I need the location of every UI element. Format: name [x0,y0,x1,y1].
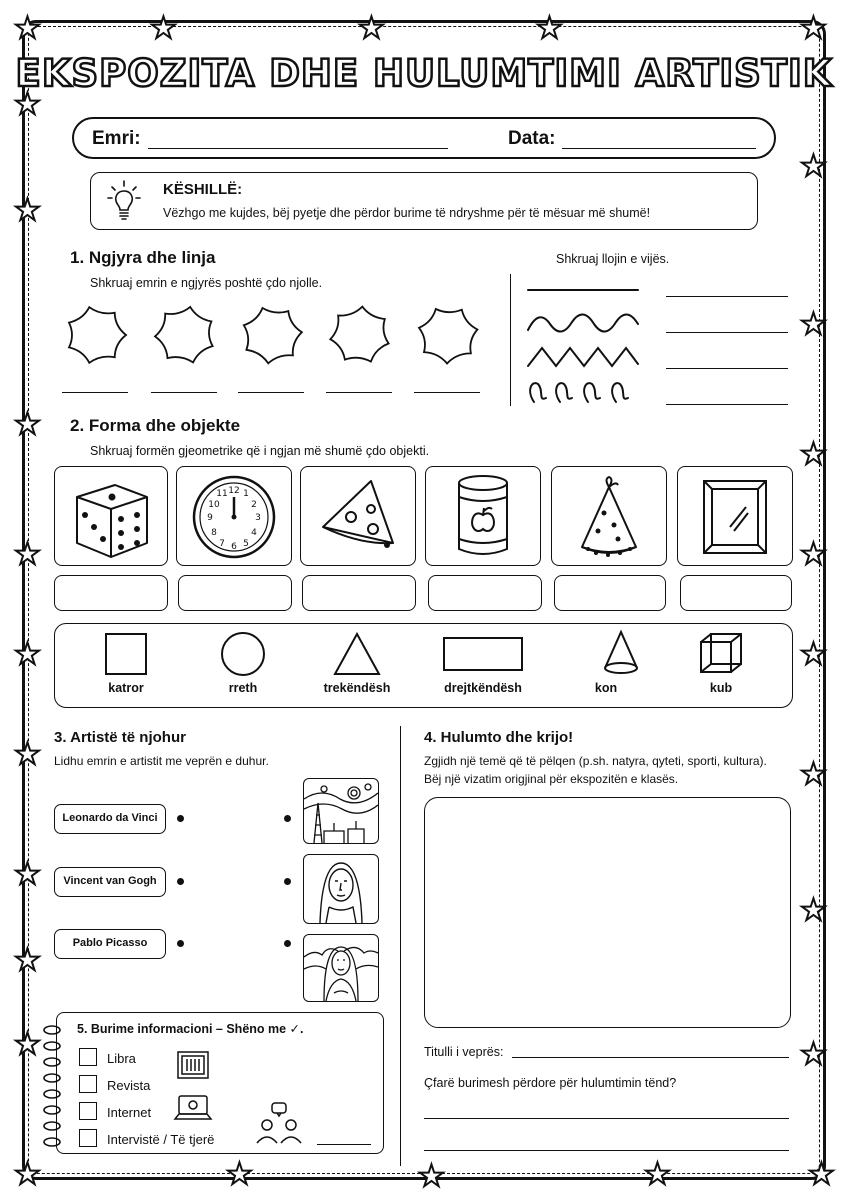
shape-label-cone: kon [594,681,618,695]
section2-title: 2. Forma dhe objekte [70,416,241,435]
object-card-can [425,466,541,566]
color-blot-icon [320,300,400,370]
star-icon: ★ [800,437,827,472]
line-answer-1[interactable] [666,296,788,297]
other-source-field[interactable] [317,1144,371,1145]
section2-instruction: Shkruaj formën gjeometrike që i ngjan më shumë çdo objekti. [90,444,430,458]
color-answer-line[interactable] [62,392,128,393]
triangle-icon [335,634,379,674]
svg-text:5: 5 [243,539,249,549]
sources-question: Çfarë burimesh përdore për hulumtimin tënd? [424,1076,677,1090]
line-answer-3[interactable] [666,368,788,369]
star-icon: ★ [800,1037,827,1072]
match-dot[interactable] [284,878,291,885]
tip-heading: KËSHILLË: [163,181,243,198]
star-icon: ★ [800,637,827,672]
star-icon: ★ [14,87,41,122]
star-icon: ★ [14,943,41,978]
tip-box [90,172,758,230]
dice-icon [55,467,167,565]
svg-text:4: 4 [251,528,257,538]
shape-label-cube: kub [709,681,733,695]
circle-icon [222,633,264,675]
star-icon: ★ [14,737,41,772]
sources-answer-line-1[interactable] [424,1118,789,1119]
artwork-title-field[interactable] [512,1057,789,1058]
object-card-frame [677,466,793,566]
artist-picasso[interactable]: Pablo Picasso [54,929,166,959]
star-icon: ★ [14,407,41,442]
mona-lisa-icon [304,935,378,1001]
color-answer-line[interactable] [238,392,304,393]
star-icon: ★ [800,537,827,572]
shape-label-square: katror [108,681,144,695]
name-date-box [72,117,776,159]
column-divider [400,726,401,1166]
star-icon: ★ [14,637,41,672]
shape-answer-6[interactable] [680,575,792,611]
star-icon: ★ [14,1027,41,1062]
color-blot-icon [232,300,312,370]
svg-text:10: 10 [208,500,220,510]
portrait-icon [304,855,378,923]
starry-night-icon [304,779,378,843]
notebook-rings [40,1020,64,1150]
option-revista: Revista [107,1078,151,1093]
star-icon: ★ [226,1157,253,1192]
section4-instruction-2: Bëj një vizatim origjinal për ekspozitën e klasës. [424,772,679,786]
star-icon: ★ [800,307,827,342]
artwork-portrait [303,854,379,924]
shape-answer-4[interactable] [428,575,542,611]
star-icon: ★ [14,1157,41,1192]
section4-title: 4. Hulumto dhe krijo! [424,729,574,746]
star-icon: ★ [800,893,827,928]
star-icon: ★ [14,11,41,46]
svg-text:8: 8 [211,528,217,538]
artist-van-gogh[interactable]: Vincent van Gogh [54,867,166,897]
shape-answer-1[interactable] [54,575,168,611]
sources-answer-line-2[interactable] [424,1150,789,1151]
svg-text:7: 7 [219,539,225,549]
artwork-title-label: Titulli i veprës: [424,1045,504,1059]
rectangle-icon [444,638,522,670]
match-dot[interactable] [284,815,291,822]
pizza-slice-icon [301,467,415,565]
shape-label-circle: rreth [228,681,258,695]
color-blot-icon [56,300,136,370]
option-libra: Libra [107,1051,136,1066]
zigzag-line [528,348,638,366]
color-answer-line[interactable] [151,392,217,393]
section1-title: 1. Ngjyra dhe linja [70,248,216,267]
loop-line [530,383,628,402]
svg-text:3: 3 [255,513,261,523]
tip-text: Vëzhgo me kujdes, bëj pyetje dhe përdor burime të ndryshme për të mësuar më shumë! [163,206,651,220]
line-answer-4[interactable] [666,404,788,405]
date-field[interactable] [562,148,756,149]
star-icon: ★ [14,537,41,572]
clock-icon [177,467,291,565]
lightbulb-icon [107,179,141,225]
people-icon [255,1101,303,1145]
line-types [524,284,644,410]
name-field[interactable] [148,148,448,149]
checkbox-revista[interactable] [79,1075,97,1093]
can-icon [426,467,540,565]
color-blot-icon [145,300,225,370]
books-icon [175,1049,211,1081]
option-internet: Internet [107,1105,152,1120]
svg-text:12: 12 [228,486,240,496]
match-dot[interactable] [177,815,184,822]
section4-instruction-1: Zgjidh një temë që të pëlqen (p.sh. natyra, qyteti, sporti, kultura). [424,754,767,768]
shape-bank-icons [55,624,792,684]
color-blot-icon [408,300,488,370]
svg-text:9: 9 [207,513,213,523]
page-title: EKSPOZITA DHE HULUMTIMI ARTISTIK [15,52,833,95]
svg-text:1: 1 [243,489,249,499]
shape-answer-2[interactable] [178,575,292,611]
shape-label-triangle: trekëndësh [323,681,391,695]
match-dot[interactable] [284,940,291,947]
artwork-mona-lisa [303,934,379,1002]
star-icon: ★ [644,1157,671,1192]
object-card-dice [54,466,168,566]
star-icon: ★ [536,11,563,46]
section1-instruction: Shkruaj emrin e ngjyrës poshtë çdo njolle. [90,276,323,290]
star-icon: ★ [418,1159,445,1194]
star-icon: ★ [808,1157,835,1192]
color-answer-line[interactable] [326,392,392,393]
checkbox-interviste[interactable] [79,1129,97,1147]
sources-box [56,1012,384,1154]
shape-label-rectangle: drejtkëndësh [444,681,522,695]
checkbox-libra[interactable] [79,1048,97,1066]
star-icon: ★ [14,193,41,228]
artwork-starry-night [303,778,379,844]
section3-title: 3. Artistë të njohur [54,729,186,746]
shape-answer-3[interactable] [302,575,416,611]
star-icon: ★ [358,11,385,46]
object-card-party-hat [551,466,667,566]
shape-bank [54,623,793,708]
section5-title: 5. Burime informacioni – Shëno me ✓. [77,1022,304,1036]
star-icon: ★ [800,149,827,184]
wavy-line [528,314,638,331]
star-icon: ★ [800,11,827,46]
party-hat-icon [552,467,666,565]
artist-leonardo[interactable]: Leonardo da Vinci [54,804,166,834]
object-card-clock [176,466,292,566]
match-dot[interactable] [177,940,184,947]
drawing-area[interactable] [424,797,791,1028]
laptop-icon [173,1093,213,1123]
name-label: Emri: [92,128,141,149]
line-answer-2[interactable] [666,332,788,333]
star-icon: ★ [800,757,827,792]
svg-text:11: 11 [216,489,228,499]
square-icon [106,634,146,674]
star-icon: ★ [150,11,177,46]
divider [510,274,511,406]
date-label: Data: [508,128,556,149]
svg-text:2: 2 [251,500,257,510]
option-interviste: Intervistë / Të tjerë [107,1132,215,1147]
match-dot[interactable] [177,878,184,885]
cube-icon [701,634,741,672]
line-instruction: Shkruaj llojin e vijës. [556,252,670,266]
shape-answer-5[interactable] [554,575,666,611]
section3-instruction: Lidhu emrin e artistit me veprën e duhur. [54,754,269,768]
color-answer-line[interactable] [414,392,480,393]
picture-frame-icon [678,467,792,565]
star-icon: ★ [14,857,41,892]
object-card-pizza [300,466,416,566]
svg-text:6: 6 [231,542,237,552]
checkbox-internet[interactable] [79,1102,97,1120]
